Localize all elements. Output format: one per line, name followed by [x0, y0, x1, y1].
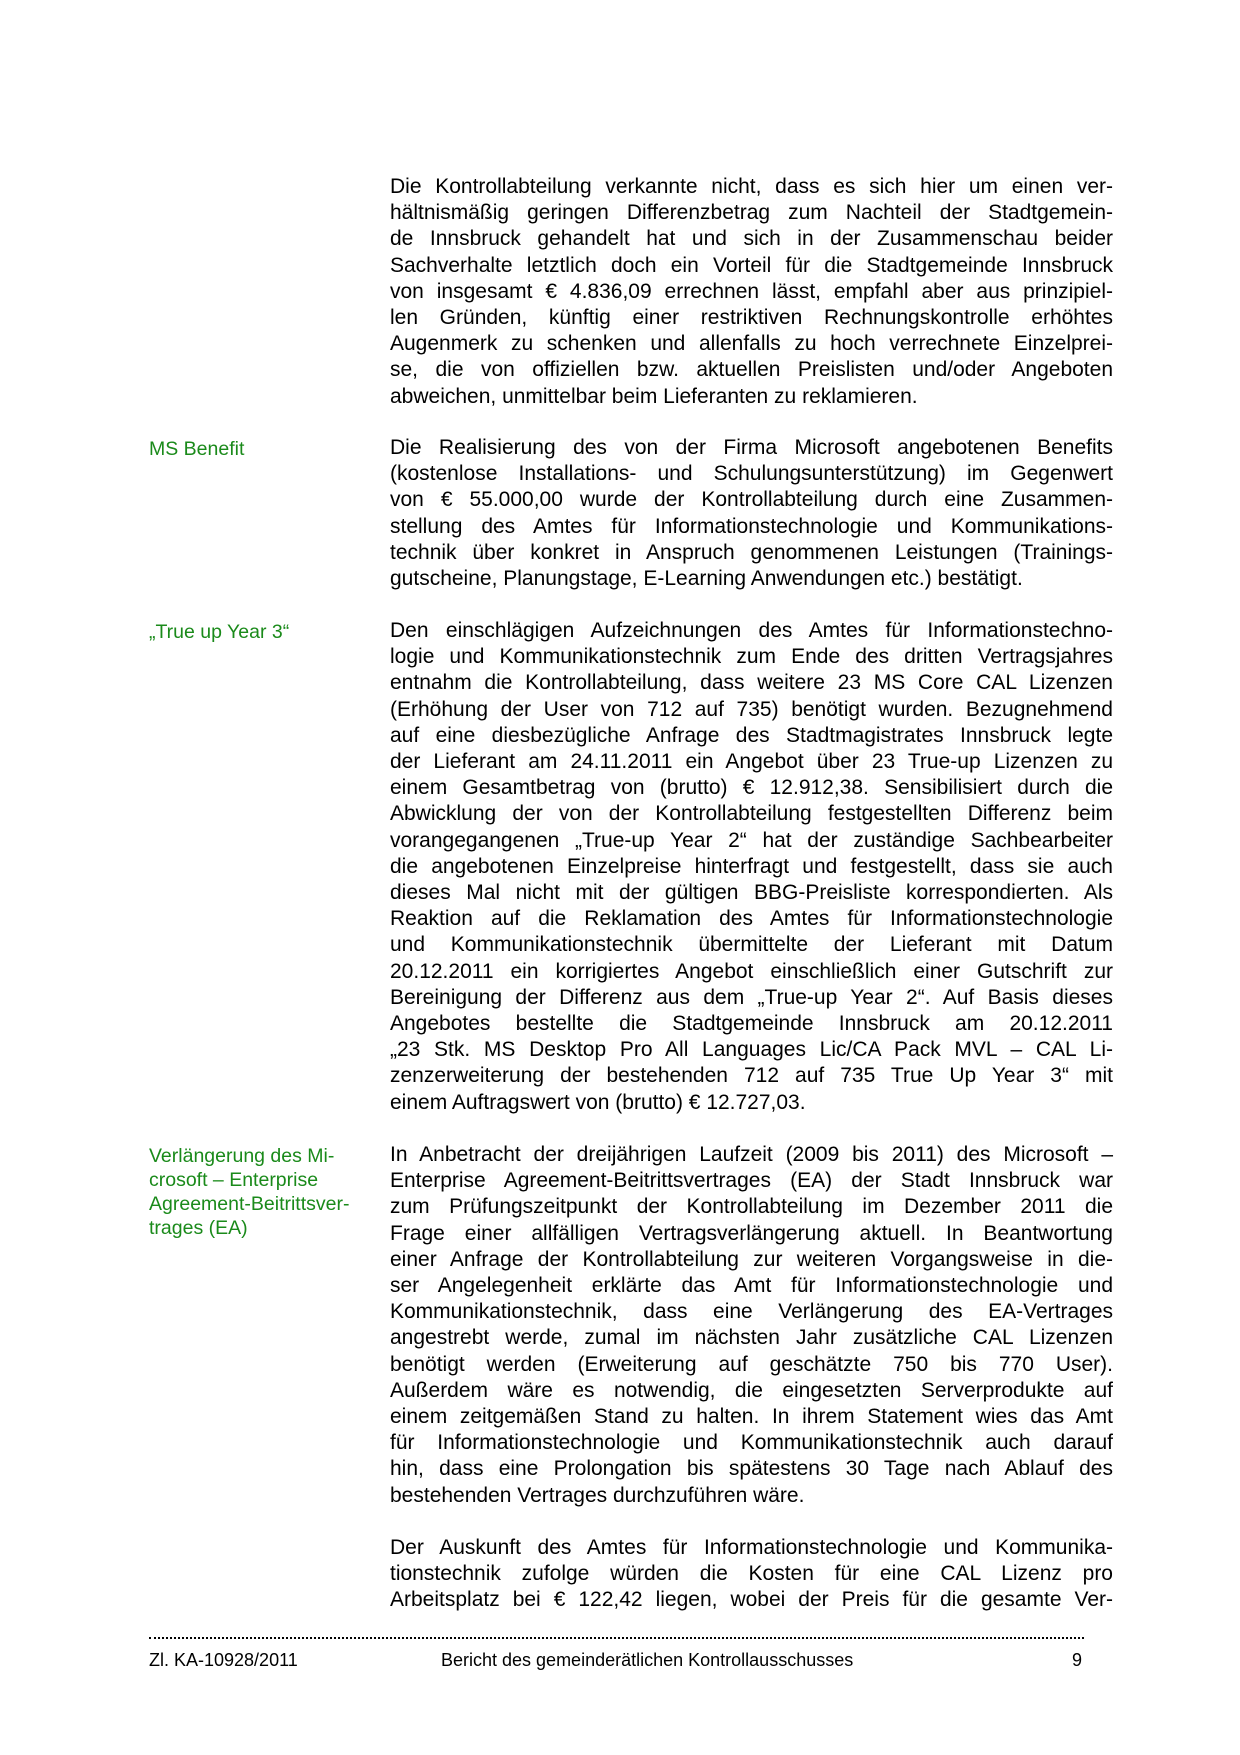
text-line: einem Gesamtbetrag von (brutto) € 12.912,38. Sensibilisiert durch die [390, 776, 1113, 800]
text-line: Angebotes bestellte die Stadtgemeinde Innsbruck am 20.12.2011 [390, 1012, 1113, 1036]
text-line: Enterprise Agreement-Beitrittsvertrages (EA) der Stadt Innsbruck war [390, 1169, 1113, 1193]
side-heading-line: crosoft – Enterprise [149, 1169, 319, 1191]
side-heading-verlaengerung-ea [149, 1144, 364, 1240]
text-line: Die Realisierung des von der Firma Microsoft angebotenen Benefits [390, 436, 1113, 459]
text-line: ser Angelegenheit erklärte das Amt für Informationstechnologie und [390, 1274, 1113, 1298]
text-line: benötigt werden (Erweiterung auf geschätzte 750 bis 770 User). [390, 1352, 1113, 1376]
footer-dotted-rule [149, 1637, 1084, 1639]
text-line: abweichen, unmittelbar beim Lieferanten zu reklamieren. [390, 384, 918, 408]
text-line: se, die von offiziellen bzw. aktuellen Preislisten und/oder Angeboten [390, 358, 1113, 382]
paragraph-ms-benefit [390, 435, 1113, 592]
text-line: Sachverhalte letztlich doch ein Vorteil für die Stadtgemeinde Innsbruck [390, 253, 1113, 277]
text-line: Der Auskunft des Amtes für Informationstechnologie und Kommunika- [390, 1536, 1113, 1559]
text-line: de Innsbruck gehandelt hat und sich in der Zusammenschau beider [390, 227, 1113, 251]
text-line: Kommunikationstechnik, dass eine Verlängerung des EA-Vertrages [390, 1300, 1113, 1324]
text-line: auf eine diesbezügliche Anfrage des Stadtmagistrates Innsbruck legte [390, 723, 1113, 747]
text-line: Abwicklung der von der Kontrollabteilung festgestellten Differenz beim [390, 802, 1113, 826]
text-line: stellung des Amtes für Informationstechnologie und Kommunikations- [390, 514, 1113, 538]
text-line: Frage einer allfälligen Vertragsverlängerung aktuell. In Beantwortung [390, 1221, 1113, 1245]
paragraph-kontrollabteilung-differenz [390, 174, 1113, 410]
text-line: zum Prüfungszeitpunkt der Kontrollabteilung im Dezember 2011 die [390, 1195, 1113, 1219]
text-line: für Informationstechnologie und Kommunikationstechnik auch darauf [390, 1431, 1113, 1455]
text-line: In Anbetracht der dreijährigen Laufzeit (2009 bis 2011) des Microsoft – [390, 1143, 1113, 1166]
text-line: einem Auftragswert von (brutto) € 12.727,03. [390, 1090, 806, 1114]
text-line: Augenmerk zu schenken und allenfalls zu hoch verrechnete Einzelprei- [390, 332, 1113, 356]
text-line: dieses Mal nicht mit der gültigen BBG-Preisliste korrespondierten. Als [390, 881, 1113, 905]
text-line: zenzerweiterung der bestehenden 712 auf 735 True Up Year 3“ mit [390, 1064, 1113, 1088]
text-line: Den einschlägigen Aufzeichnungen des Amtes für Informationstechno- [390, 619, 1113, 642]
paragraph-verlaengerung-ea [390, 1142, 1113, 1509]
text-line: technik über konkret in Anspruch genommenen Leistungen (Trainings- [390, 540, 1113, 564]
text-line: 20.12.2011 ein korrigiertes Angebot einschließlich einer Gutschrift zur [390, 959, 1113, 983]
text-line: und Kommunikationstechnik übermittelte der Lieferant mit Datum [390, 933, 1113, 957]
text-line: angestrebt werde, zumal im nächsten Jahr zusätzliche CAL Lizenzen [390, 1326, 1113, 1350]
text-line: Reaktion auf die Reklamation des Amtes für Informationstechnologie [390, 907, 1113, 931]
text-line: tionstechnik zufolge würden die Kosten für eine CAL Lizenz pro [390, 1562, 1113, 1586]
side-heading-true-up-year-3: „True up Year 3“ [149, 621, 290, 643]
text-line: „23 Stk. MS Desktop Pro All Languages Lic/CA Pack MVL – CAL Li- [390, 1038, 1113, 1062]
text-line: die angebotenen Einzelpreise hinterfragt und festgestellt, dass sie auch [390, 854, 1113, 878]
text-line: Außerdem wäre es notwendig, die eingesetzten Serverprodukte auf [390, 1378, 1113, 1402]
text-line: einem zeitgemäßen Stand zu halten. In ihrem Statement wies das Amt [390, 1405, 1113, 1429]
text-line: (kostenlose Installations- und Schulungsunterstützung) im Gegenwert [390, 462, 1113, 486]
side-heading-line: trages (EA) [149, 1217, 248, 1239]
paragraph-cal-lizenz-kosten [390, 1535, 1113, 1614]
text-line: entnahm die Kontrollabteilung, dass weitere 23 MS Core CAL Lizenzen [390, 671, 1113, 695]
text-line: der Lieferant am 24.11.2011 ein Angebot über 23 True-up Lizenzen zu [390, 750, 1113, 774]
text-line: Arbeitsplatz bei € 122,42 liegen, wobei der Preis für die gesamte Ver- [390, 1588, 1113, 1612]
text-line: vorangegangenen „True-up Year 2“ hat der zuständige Sachbearbeiter [390, 828, 1113, 852]
text-line: von € 55.000,00 wurde der Kontrollabteilung durch eine Zusammen- [390, 488, 1113, 512]
text-line: (Erhöhung der User von 712 auf 735) benötigt wurden. Bezugnehmend [390, 697, 1113, 721]
text-line: hin, dass eine Prolongation bis spätestens 30 Tage nach Ablauf des [390, 1457, 1113, 1481]
text-line: logie und Kommunikationstechnik zum Ende des dritten Vertragsjahres [390, 645, 1113, 669]
text-line: einer Anfrage der Kontrollabteilung zur weiteren Vorgangsweise in die- [390, 1247, 1113, 1271]
text-line: hältnismäßig geringen Differenzbetrag zum Nachteil der Stadtgemein- [390, 201, 1113, 225]
side-heading-line: Verlängerung des Mi- [149, 1145, 335, 1167]
footer-report-title: Bericht des gemeinderätlichen Kontrollausschusses [441, 1650, 854, 1670]
side-heading-ms-benefit: MS Benefit [149, 438, 245, 460]
text-line: len Gründen, künftig einer restriktiven Rechnungskontrolle erhöhtes [390, 306, 1113, 330]
text-line: bestehenden Vertrages durchzuführen wäre. [390, 1483, 805, 1507]
footer-page-number: 9 [1072, 1650, 1083, 1670]
text-line: von insgesamt € 4.836,09 errechnen lässt, empfahl aber aus prinzipiel- [390, 279, 1113, 303]
side-heading-line: Agreement-Beitrittsver- [149, 1193, 350, 1215]
paragraph-true-up-year-3 [390, 618, 1113, 1116]
text-line: gutscheine, Planungstage, E-Learning Anwendungen etc.) bestätigt. [390, 567, 1023, 591]
footer-reference: Zl. KA-10928/2011 [149, 1650, 298, 1670]
text-line: Bereinigung der Differenz aus dem „True-up Year 2“. Auf Basis dieses [390, 985, 1113, 1009]
text-line: Die Kontrollabteilung verkannte nicht, dass es sich hier um einen ver- [390, 175, 1113, 198]
